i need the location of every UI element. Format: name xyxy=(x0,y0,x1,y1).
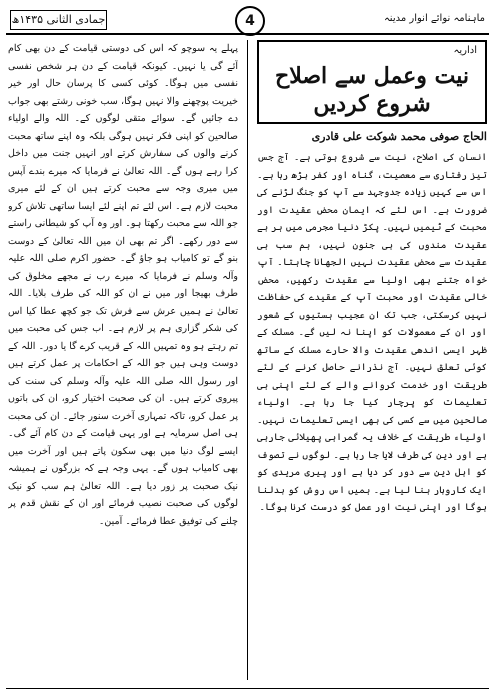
author-name: الحاج صوفی محمد شوکت علی قادری xyxy=(311,130,487,143)
column-divider xyxy=(247,40,248,680)
issue-date: جمادی الثانی ۱۴۳۵ھ xyxy=(10,10,107,30)
page-header xyxy=(6,6,489,34)
right-column xyxy=(257,40,487,519)
left-column xyxy=(8,40,238,532)
editorial-title: نیت وعمل سے اصلاح شروع کردیں xyxy=(275,63,469,117)
editorial-text: انسان کی اصلاح، نیت سے شروع ہوتی ہے۔ آج جس تیز رفتاری سے معصیت، گناہ اور کفر بڑھ رہا ہے۔ اس سے کہیں زیادہ جدوجہد سے آپ کو جنگ لڑنے کی ضرورت ہے۔ اس لئے کہ ایمان محض عقیدت اور محبت کے ٹیمیں نہیں۔ پکڑ دنیا مجرمی میں ہر بے عقیدت مندوں کی ہی جنون نہیں، ہم سب ہی عقیدت سے محض عقیدت نہیں الجھانا چاہتا۔ آپ خواہ جتنے بھی اولیا سے عقیدت رکھیں، محض خالی عقیدت اور محبت آپ کے عقیدے کی حفاظت نہیں کرسکتی، جب تک ان عجیب ہستیوں کے شعور اور ان کے معمولات کو اپنا نہ لیں گے۔ مسلک کے ظہر ایسی اندھی عقیدت والا حارے مسلک کے ساتھ کوئی تعلق نہیں۔ آج نذرانے حاصل کرنے کے لئے طریقت اور خدمت کروانے والے کے لئے اپنی ہی تعلیمات کو پرچار کیا جا رہا ہے۔ اولیاء صالحین میں سے کسی کی بھی ایسی تعلیمات نہیں۔ اولیاء طریقت کے خلاف یہ گمراہی پھیلائی جارہی ہے اور دین کی طرف لایا جا رہا ہے۔ لوگوں نے تصوف کو اہل دین سے دور کر دیا ہے اور پیری مریدی کو ایک کاروبار بنا لیا ہے۔ ہمیں اس روش کو بدلنا ہوگا اور اپنی نیت اور عمل کو درست کرنا ہوگا۔ xyxy=(257,152,487,513)
editorial-title-box xyxy=(257,40,487,124)
magazine-title: ماہنامہ نوائے انوار مدینہ xyxy=(383,13,485,24)
header-rule xyxy=(6,33,489,35)
left-column-text: پہلے یہ سوچو کہ اس کی دوستی قیامت کے دن بھی کام آئے گی یا نہیں۔ کیونکہ قیامت کے دن ہر شخص نفسی نفسی میں ہوگا۔ کوئی کسی کا پرسان حال اور خیر خیریت پوچھنے والا نہیں ہوگا، سب خونی رشتے بھی جواب دے جائیں گے۔ سوائے متقی لوگوں کے۔ اللہ والے اولیاء صالحین کو اپنی فکر نہیں ہوگی بلکہ وہ اپنے ساتھ محبت کرنے والوں کی سفارش کرتے اور انہیں جنت میں داخل کرا رہے ہوں گے۔ اللہ تعالیٰ نے فرمایا کہ میرے بندے آپس میں میری وجہ سے محبت کرتے ہیں ان کے لئے میری محبت لازم ہے۔ اس لئے تم اپنے لئے ایسا ساتھی تلاش کرو جو اللہ سے محبت رکھتا ہو۔ اور وہ آپ کو شیطانی راستے سے دور رکھے۔ اگر تم بھی ان میں اللہ تعالیٰ کے دوست بنو گے تو کامیاب ہو جاؤ گے۔ حضور اکرم صلی اللہ علیہ وآلہ وسلم نے فرمایا کہ میرے رب نے مجھے مخلوق کی طرف بھیجا اور میں نے ان کو اللہ کی طرف بلایا۔ اللہ تعالیٰ نے ہمیں عرش سے فرش تک جو کچھ عطا کیا اس کی شکر گزاری ہم پر لازم ہے۔ اب جس کی محبت میں تم رہتے ہو وہ تمہیں اللہ کے قریب کرے گا یا دور۔ اللہ کے دوست وہی ہیں جو اللہ کے احکامات پر عمل کرتے ہیں اور رسول اللہ صلی اللہ علیہ وآلہ وسلم کی سنت کی پیروی کرتے ہیں۔ ان کی صحبت اختیار کرو، ان کی باتوں پر عمل کرو، تاکہ تمہاری آخرت سنور جائے۔ ان کی محبت ہی اصل سرمایہ ہے اور یہی قیامت کے دن کام آئے گی۔ ایسے لوگ دنیا میں بھی سکون پاتے ہیں اور آخرت میں بھی کامیاب ہوں گے۔ یہی وجہ ہے کہ بزرگوں نے ہمیشہ نیک صحبت پر زور دیا ہے۔ اللہ تعالیٰ ہم سب کو نیک لوگوں کی صحبت نصیب فرمائے اور ان کے نقش قدم پر چلنے کی توفیق عطا فرمائے۔ آمین۔ xyxy=(8,43,238,527)
footer-rule xyxy=(6,688,489,689)
editorial-label: اداریہ xyxy=(453,45,477,56)
page-number: 4 xyxy=(235,6,265,36)
